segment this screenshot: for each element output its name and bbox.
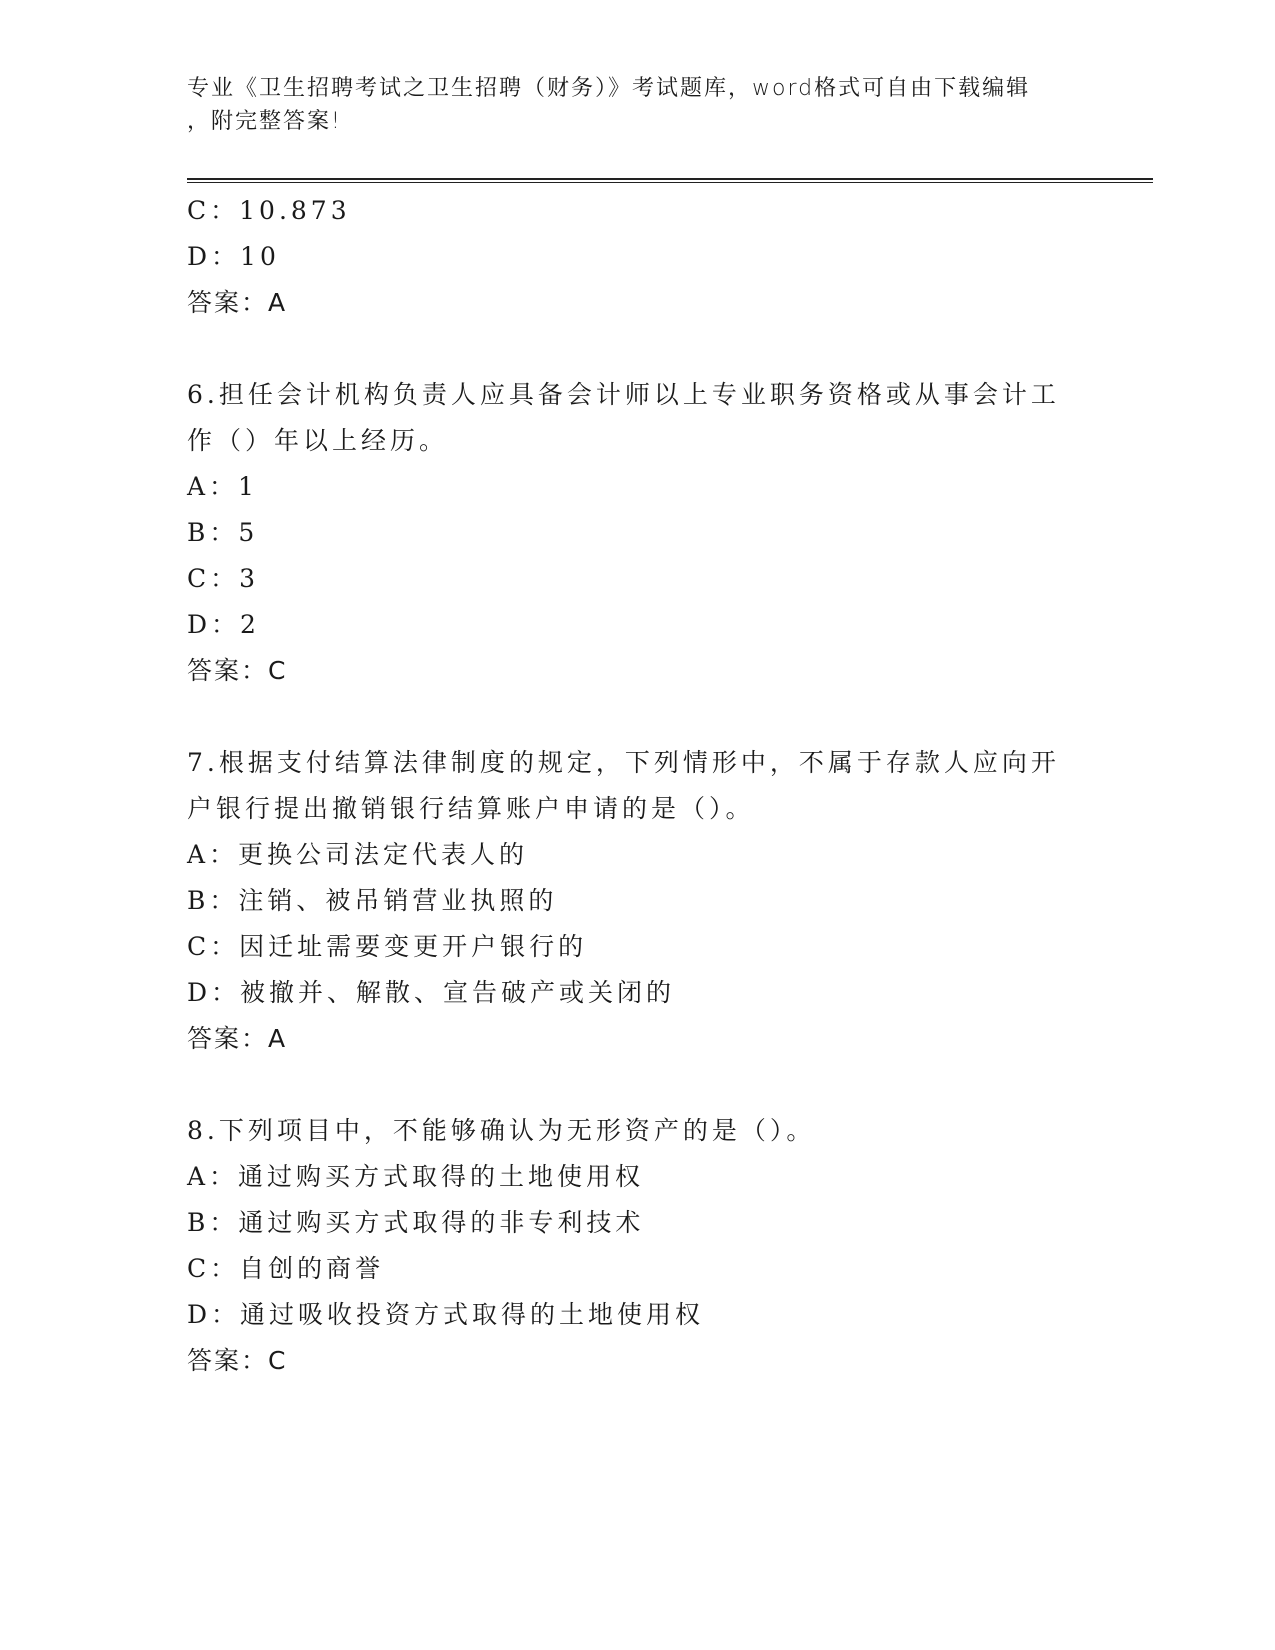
question-8 <box>187 1108 1087 1384</box>
option-a: A：通过购买方式取得的土地使用权 <box>187 1162 645 1191</box>
option-b: B：注销、被吊销营业执照的 <box>187 886 558 915</box>
option-d: D：通过吸收投资方式取得的土地使用权 <box>187 1300 705 1329</box>
option-a: A：更换公司法定代表人的 <box>187 840 529 869</box>
option-d: D：10 <box>187 242 280 271</box>
option-a: A：1 <box>187 472 258 501</box>
previous-question-tail <box>187 188 1087 326</box>
option-c: C：3 <box>187 564 260 593</box>
question-list <box>187 188 1087 1384</box>
option-c: C：因迁址需要变更开户银行的 <box>187 932 588 961</box>
header-line-2: ，附完整答案! <box>187 109 342 134</box>
option-d: D：被撤并、解散、宣告破产或关闭的 <box>187 978 676 1007</box>
option-d: D：2 <box>187 610 260 639</box>
question-stem: 户银行提出撤销银行结算账户申请的是（）。 <box>187 794 755 823</box>
answer-line: 答案：C <box>187 1346 288 1375</box>
answer-line: 答案：A <box>187 1024 288 1053</box>
question-stem: 7.根据支付结算法律制度的规定，下列情形中，不属于存款人应向开 <box>187 748 1060 777</box>
document-header <box>187 72 1067 138</box>
answer-line: 答案：C <box>187 656 288 685</box>
question-stem: 8.下列项目中，不能够确认为无形资产的是（）。 <box>187 1116 816 1145</box>
question-stem: 作（）年以上经历。 <box>187 426 449 455</box>
option-b: B：通过购买方式取得的非专利技术 <box>187 1208 645 1237</box>
header-line-1: 专业《卫生招聘考试之卫生招聘（财务）》考试题库，word格式可自由下载编辑 <box>187 76 1031 101</box>
option-c: C：10.873 <box>187 196 351 225</box>
header-divider <box>187 178 1153 183</box>
option-b: B：5 <box>187 518 259 547</box>
question-stem: 6.担任会计机构负责人应具备会计师以上专业职务资格或从事会计工 <box>187 380 1060 409</box>
question-6 <box>187 372 1087 694</box>
option-c: C：自创的商誉 <box>187 1254 385 1283</box>
answer-line: 答案：A <box>187 288 288 317</box>
question-7 <box>187 740 1087 1062</box>
